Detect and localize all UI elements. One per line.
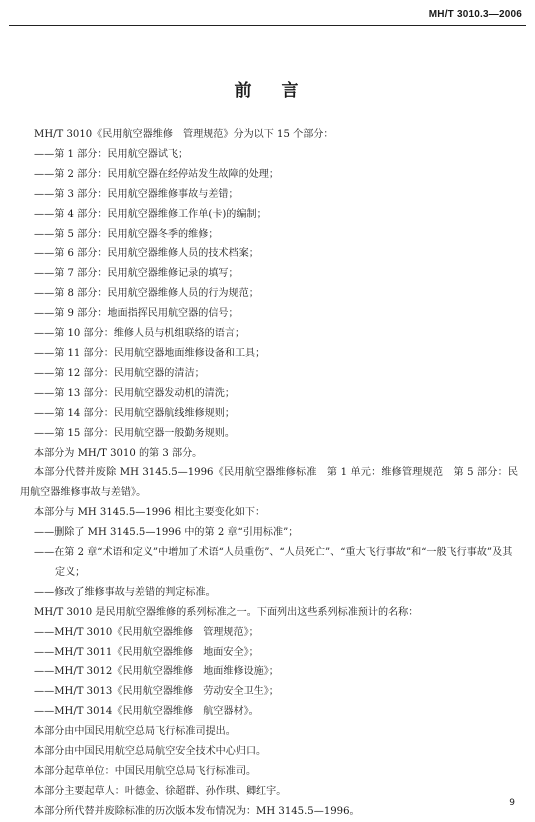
title-char-2: 言	[281, 81, 301, 101]
list-item: ——第 12 部分：民用航空器的清洁；	[34, 367, 205, 379]
list-item: ——第 13 部分：民用航空器发动机的清洗；	[34, 387, 235, 399]
drafting-unit-statement: 本部分起草单位：中国民用航空总局飞行标准司。	[34, 766, 257, 777]
foreword-body	[20, 125, 518, 822]
series-item: ——MH/T 3011《民用航空器维修 地面安全》；	[34, 646, 259, 658]
list-item: ——第 2 部分：民用航空器在经停站发生故障的处理；	[34, 168, 279, 180]
list-item: ——第 11 部分：民用航空器地面维修设备和工具；	[34, 347, 266, 359]
list-item: ——第 1 部分：民用航空器试飞；	[34, 148, 189, 160]
proposer-statement: 本部分由中国民用航空总局飞行标准司提出。	[34, 726, 236, 738]
series-intro: MH/T 3010 是民用航空器维修的系列标准之一。下面列出这些系列标准预计的名称：	[34, 606, 419, 618]
changes-intro: 本部分与 MH 3145.5—1996 相比主要变化如下：	[34, 507, 266, 519]
series-item: ——MH/T 3013《民用航空器维修 劳动安全卫生》；	[34, 686, 279, 698]
series-item: ——MH/T 3010《民用航空器维修 管理规范》；	[34, 626, 259, 638]
list-item: ——第 10 部分：维修人员与机组联络的语言；	[34, 328, 246, 340]
series-item: ——MH/T 3014《民用航空器维修 航空器材》。	[34, 706, 259, 718]
list-item: ——第 4 部分：民用航空器维修工作单(卡)的编制；	[34, 208, 267, 220]
intro-paragraph: MH/T 3010《民用航空器维修 管理规范》分为以下 15 个部分：	[34, 129, 334, 140]
page-number: 9	[509, 798, 515, 808]
list-item: ——第 8 部分：民用航空器维修人员的行为规范；	[34, 288, 259, 300]
centralized-statement: 本部分由中国民用航空总局航空安全技术中心归口。	[34, 746, 267, 758]
document-code: MH/T 3010.3—2006	[428, 9, 522, 20]
change-item: ——在第 2 章“术语和定义”中增加了术语“人员重伤”、“人员死亡”、“重大飞行事故”和“一般飞行事故”及其定义；	[34, 547, 513, 578]
change-item: ——修改了维修事故与差错的判定标准。	[34, 586, 216, 598]
drafters-statement: 本部分主要起草人：叶德金、徐超群、孙作琪、卿红宇。	[34, 785, 287, 797]
list-item: ——第 3 部分：民用航空器维修事故与差错；	[34, 188, 239, 200]
title-char-1: 前	[234, 81, 254, 101]
list-item: ——第 15 部分：民用航空器一般勤务规则。	[34, 427, 235, 439]
list-item: ——第 14 部分：民用航空器航线维修规则；	[34, 407, 235, 419]
header-rule	[9, 25, 526, 26]
page-title	[0, 76, 535, 101]
part-statement: 本部分为 MH/T 3010 的第 3 部分。	[34, 447, 203, 459]
list-item: ——第 5 部分：民用航空器冬季的维修；	[34, 228, 219, 240]
list-item: ——第 7 部分：民用航空器维修记录的填写；	[34, 268, 239, 280]
list-item: ——第 6 部分：民用航空器维修人员的技术档案；	[34, 248, 259, 260]
replacement-statement: 本部分代替并废除 MH 3145.5—1996《民用航空器维修标准 第 1 单元：维修管理规范 第 5 部分：民用航空器维修事故与差错》。	[20, 467, 518, 499]
list-item: ——第 9 部分：地面指挥民用航空器的信号；	[34, 308, 239, 320]
series-item: ——MH/T 3012《民用航空器维修 地面维修设施》；	[34, 666, 279, 678]
history-statement: 本部分所代替并废除标准的历次版本发布情况为：MH 3145.5—1996。	[34, 805, 360, 817]
change-item: ——删除了 MH 3145.5—1996 中的第 2 章“引用标准”；	[34, 527, 299, 539]
